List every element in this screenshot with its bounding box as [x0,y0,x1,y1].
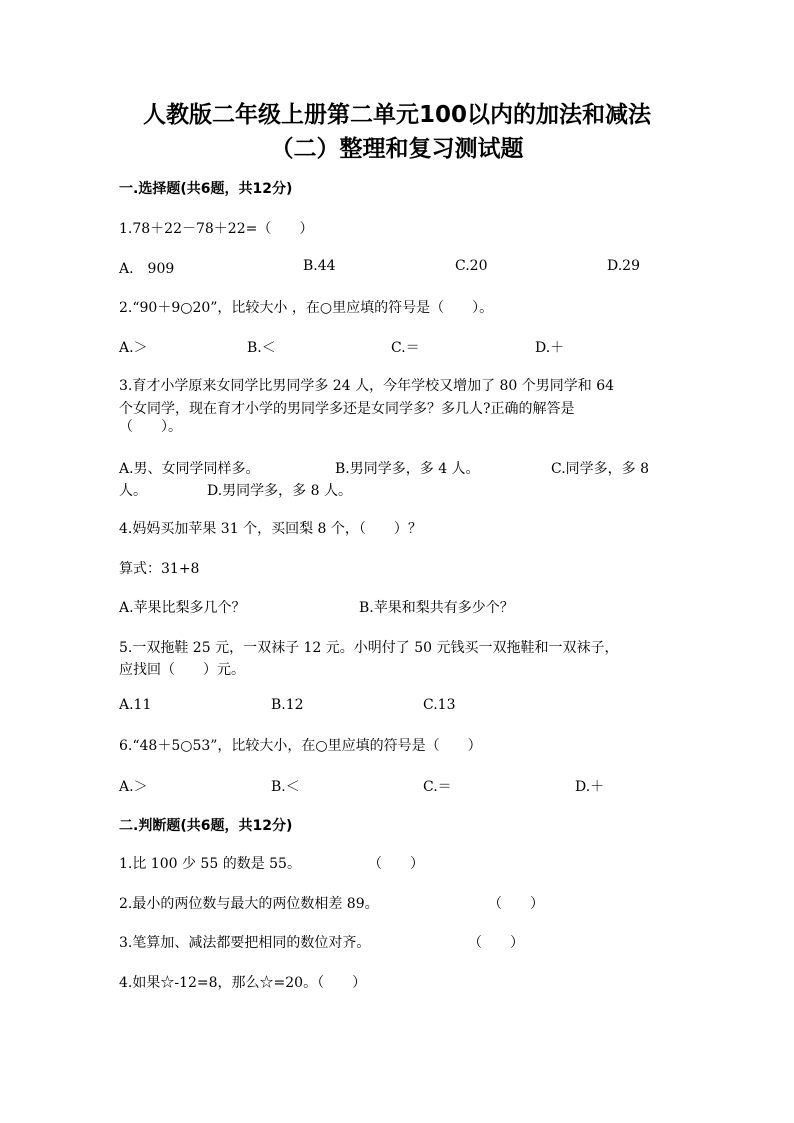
question-4-option-b: B.苹果和梨共有多少个？ [359,600,514,616]
question-5-stem-line1: 5.一双拖鞋 25 元，一双袜子 12 元。小明付了 50 元钱买一双拖鞋和一双袜子， [119,640,619,656]
judgement-1-answer-blank: （ ） [368,856,424,872]
question-5-option-c: C.13 [423,697,456,713]
question-1-option-b: B.44 [303,258,336,274]
question-3-option-d: D.男同学多，多 8 人。 [207,483,352,499]
page-title-line1: 人教版二年级上册第二单元100以内的加法和减法 [142,102,651,128]
question-3-stem-line2: 个女同学，现在育才小学的男同学多还是女同学多？多几人?正确的解答是 [119,401,575,417]
question-1-stem: 1.78＋22－78＋22=（ ） [119,221,314,237]
question-6-option-d: D.＋ [575,779,605,795]
question-3-stem-line3: （ ）。 [119,419,182,435]
question-3-option-b: B.男同学多，多 4 人。 [335,461,480,477]
judgement-4-text: 4.如果☆-12=8，那么☆=20。（ ） [119,975,367,991]
question-2-stem: 2.“90＋9○20”，比较大小 ，在○里应填的符号是（ ）。 [119,300,494,316]
question-4-option-a: A.苹果比梨多几个？ [119,600,246,616]
question-2-option-a: A.＞ [119,340,148,356]
judgement-3-text: 3.笔算加、减法都要把相同的数位对齐。 [119,935,371,951]
question-1-option-c: C.20 [455,258,488,274]
judgement-1-text: 1.比 100 少 55 的数是 55。 [119,856,301,872]
question-2-option-c: C.＝ [391,340,420,356]
question-6-option-a: A.＞ [119,779,148,795]
section-heading-choice: 一.选择题(共6题，共12分) [119,181,293,197]
question-4-stem: 4.妈妈买加苹果 31 个，买回梨 8 个，（ ）？ [119,521,422,537]
question-2-option-d: D.＋ [535,340,565,356]
question-3-option-a: A.男、女同学同样多。 [119,461,260,477]
question-5-option-a: A.11 [119,697,152,713]
judgement-2-answer-blank: （ ） [488,896,544,912]
section-heading-judgement: 二.判断题(共6题，共12分) [119,818,293,834]
question-3-option-c-continued: 人。 [119,483,147,499]
question-6-stem: 6.“48＋5○53”，比较大小，在○里应填的符号是（ ） [119,738,482,754]
question-4-formula: 算式：31+8 [119,561,200,577]
question-3-stem-line1: 3.育才小学原来女同学比男同学多 24 人，今年学校又增加了 80 个男同学和 64 [119,378,615,394]
question-5-option-b: B.12 [271,697,304,713]
question-6-option-b: B.＜ [271,779,300,795]
judgement-3-answer-blank: （ ） [468,935,524,951]
question-5-stem-line2: 应找回（ ）元。 [119,662,245,678]
question-2-option-b: B.＜ [247,340,276,356]
judgement-2-text: 2.最小的两位数与最大的两位数相差 89。 [119,896,379,912]
question-1-option-a: A. 909 [119,261,175,277]
page-title-line2: （二）整理和复习测试题 [270,136,524,162]
question-6-option-c: C.＝ [423,779,452,795]
question-1-option-d: D.29 [607,258,640,274]
question-3-option-c: C.同学多，多 8 [551,461,650,477]
